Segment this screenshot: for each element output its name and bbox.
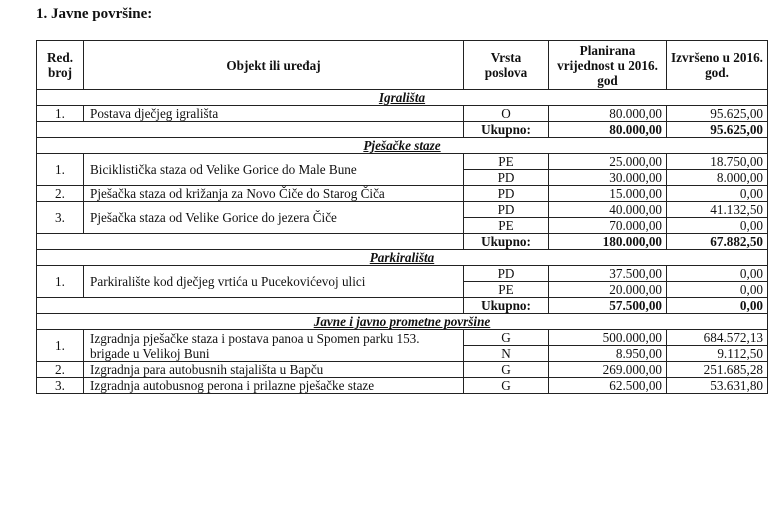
row-planned: 25.000,00 [549, 154, 667, 170]
row-num: 1. [37, 266, 84, 298]
row-object: Izgradnja autobusnog perona i prilazne pješačke staze [84, 378, 464, 394]
section-row [37, 314, 768, 330]
row-planned: 20.000,00 [549, 282, 667, 298]
table-header-row [37, 41, 768, 90]
total-planned: 80.000,00 [549, 122, 667, 138]
section-title: Parkirališta [37, 250, 768, 266]
row-num: 1. [37, 154, 84, 186]
row-object: Pješačka staza od križanja za Novo Čiče do Starog Čiča [84, 186, 464, 202]
table-row [37, 362, 768, 378]
section-row [37, 90, 768, 106]
total-planned: 57.500,00 [549, 298, 667, 314]
row-planned: 269.000,00 [549, 362, 667, 378]
row-planned: 70.000,00 [549, 218, 667, 234]
row-object: Izgradnja para autobusnih stajališta u Bapču [84, 362, 464, 378]
total-blank [37, 298, 464, 314]
public-areas-table [36, 40, 768, 394]
section-row [37, 250, 768, 266]
row-type: PE [464, 218, 549, 234]
total-planned: 180.000,00 [549, 234, 667, 250]
section-title: Igrališta [37, 90, 768, 106]
section-heading: 1. Javne površine: [36, 6, 153, 22]
row-object: Parkiralište kod dječjeg vrtića u Pucekovićevoj ulici [84, 266, 464, 298]
row-done: 0,00 [667, 218, 768, 234]
table-row [37, 266, 768, 282]
row-done: 684.572,13 [667, 330, 768, 346]
row-type: N [464, 346, 549, 362]
row-done: 0,00 [667, 282, 768, 298]
section-title: Pješačke staze [37, 138, 768, 154]
col-header-done: Izvršeno u 2016. god. [667, 41, 768, 90]
row-planned: 8.950,00 [549, 346, 667, 362]
col-header-num: Red. broj [37, 41, 84, 90]
total-label: Ukupno: [464, 234, 549, 250]
col-header-type: Vrsta poslova [464, 41, 549, 90]
total-row [37, 234, 768, 250]
row-done: 18.750,00 [667, 154, 768, 170]
table-row [37, 154, 768, 170]
table-row [37, 186, 768, 202]
row-num: 2. [37, 362, 84, 378]
total-done: 95.625,00 [667, 122, 768, 138]
row-done: 95.625,00 [667, 106, 768, 122]
table-row [37, 106, 768, 122]
total-row [37, 122, 768, 138]
row-object: Pješačka staza od Velike Gorice do jezera Čiče [84, 202, 464, 234]
row-num: 3. [37, 202, 84, 234]
row-num: 1. [37, 330, 84, 362]
section-title: Javne i javno prometne površine [37, 314, 768, 330]
row-type: PE [464, 154, 549, 170]
table-row [37, 378, 768, 394]
row-type: PD [464, 202, 549, 218]
row-planned: 37.500,00 [549, 266, 667, 282]
row-planned: 500.000,00 [549, 330, 667, 346]
row-type: G [464, 330, 549, 346]
section-row [37, 138, 768, 154]
table-row [37, 202, 768, 218]
row-num: 1. [37, 106, 84, 122]
row-type: G [464, 378, 549, 394]
row-planned: 80.000,00 [549, 106, 667, 122]
row-object: Izgradnja pješačke staza i postava panoa u Spomen parku 153. brigade u Velikoj Buni [84, 330, 464, 362]
total-blank [37, 122, 464, 138]
row-done: 8.000,00 [667, 170, 768, 186]
row-planned: 62.500,00 [549, 378, 667, 394]
row-done: 251.685,28 [667, 362, 768, 378]
total-blank [37, 234, 464, 250]
row-done: 0,00 [667, 186, 768, 202]
row-num: 3. [37, 378, 84, 394]
row-type: PD [464, 170, 549, 186]
total-label: Ukupno: [464, 122, 549, 138]
row-done: 0,00 [667, 266, 768, 282]
row-num: 2. [37, 186, 84, 202]
col-header-planned: Planirana vrijednost u 2016. god [549, 41, 667, 90]
row-type: G [464, 362, 549, 378]
total-row [37, 298, 768, 314]
row-planned: 40.000,00 [549, 202, 667, 218]
row-type: O [464, 106, 549, 122]
row-planned: 15.000,00 [549, 186, 667, 202]
row-planned: 30.000,00 [549, 170, 667, 186]
total-done: 67.882,50 [667, 234, 768, 250]
total-done: 0,00 [667, 298, 768, 314]
total-label: Ukupno: [464, 298, 549, 314]
row-type: PE [464, 282, 549, 298]
table-row [37, 330, 768, 346]
row-object: Biciklistička staza od Velike Gorice do Male Bune [84, 154, 464, 186]
row-type: PD [464, 266, 549, 282]
row-type: PD [464, 186, 549, 202]
row-done: 9.112,50 [667, 346, 768, 362]
row-done: 53.631,80 [667, 378, 768, 394]
col-header-object: Objekt ili uređaj [84, 41, 464, 90]
row-done: 41.132,50 [667, 202, 768, 218]
row-object: Postava dječjeg igrališta [84, 106, 464, 122]
